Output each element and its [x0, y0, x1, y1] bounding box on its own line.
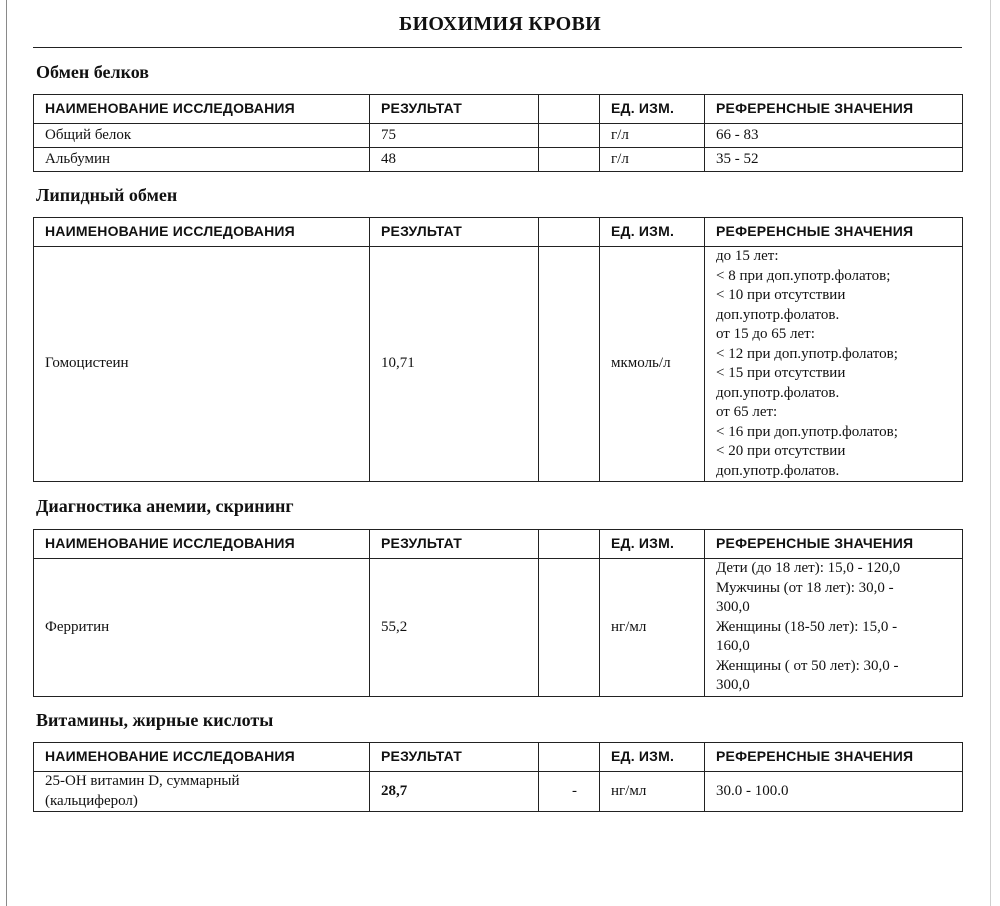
reference-line: доп.употр.фолатов. [716, 462, 840, 479]
table-row [34, 247, 963, 482]
page-edge-left [6, 0, 7, 906]
header-name: НАИМЕНОВАНИЕ ИССЛЕДОВАНИЯ [34, 218, 370, 247]
reference-line: Дети (до 18 лет): 15,0 - 120,0 [716, 560, 901, 576]
reference-line: Женщины ( от 50 лет): 30,0 - [716, 657, 899, 674]
table-protein [33, 94, 963, 172]
table-row [34, 772, 963, 812]
test-name-line: 25-OH витамин D, суммарный [45, 773, 240, 789]
header-unit: ЕД. ИЗМ. [600, 95, 705, 124]
test-unit: г/л [600, 148, 705, 172]
reference-line: от 65 лет: [716, 404, 778, 420]
reference-line: 300,0 [716, 599, 750, 615]
header-reference: РЕФЕРЕНСНЫЕ ЗНАЧЕНИЯ [705, 743, 963, 772]
reference-line: < 12 при доп.употр.фолатов; [716, 345, 898, 362]
header-result: РЕЗУЛЬТАТ [370, 218, 539, 247]
section-title-vitamins: Витамины, жирные кислоты [36, 710, 274, 730]
table-header-row [34, 530, 963, 559]
header-result: РЕЗУЛЬТАТ [370, 743, 539, 772]
test-result: 48 [370, 148, 539, 172]
document-title: БИОХИМИЯ КРОВИ [399, 13, 601, 35]
test-unit: г/л [600, 124, 705, 148]
reference-line: < 16 при доп.употр.фолатов; [716, 423, 898, 440]
test-reference: 66 - 83 [705, 124, 963, 148]
section-title-lipid: Липидный обмен [36, 185, 178, 205]
table-row [34, 124, 963, 148]
table-lipid [33, 217, 963, 482]
reference-line: 160,0 [716, 638, 750, 654]
header-reference: РЕФЕРЕНСНЫЕ ЗНАЧЕНИЯ [705, 95, 963, 124]
reference-line: < 20 при отсутствии [716, 443, 846, 459]
table-header-row [34, 743, 963, 772]
reference-line: < 8 при доп.употр.фолатов; [716, 267, 891, 284]
test-reference: 35 - 52 [705, 148, 963, 172]
test-flag [539, 148, 600, 172]
reference-line: доп.употр.фолатов. [716, 306, 840, 323]
test-flag [539, 559, 600, 697]
header-unit: ЕД. ИЗМ. [600, 530, 705, 559]
section-title-anemia: Диагностика анемии, скрининг [36, 496, 294, 516]
test-unit: нг/мл [600, 559, 705, 697]
test-unit: мкмоль/л [600, 247, 705, 482]
test-name: Общий белок [34, 124, 370, 148]
title-divider [33, 47, 962, 48]
reference-line: доп.употр.фолатов. [716, 384, 840, 401]
page-edge-right [990, 0, 991, 906]
header-reference: РЕФЕРЕНСНЫЕ ЗНАЧЕНИЯ [705, 530, 963, 559]
header-name: НАИМЕНОВАНИЕ ИССЛЕДОВАНИЯ [34, 530, 370, 559]
reference-line: Мужчины (от 18 лет): 30,0 - [716, 579, 894, 596]
table-anemia [33, 529, 963, 697]
test-name: Гомоцистеин [34, 247, 370, 482]
header-unit: ЕД. ИЗМ. [600, 218, 705, 247]
test-result: 28,7 [370, 772, 539, 812]
test-name [34, 772, 370, 812]
reference-line: от 15 до 65 лет: [716, 326, 815, 342]
test-result: 75 [370, 124, 539, 148]
reference-line: Женщины (18-50 лет): 15,0 - [716, 618, 898, 635]
table-row [34, 559, 963, 697]
header-name: НАИМЕНОВАНИЕ ИССЛЕДОВАНИЯ [34, 95, 370, 124]
test-reference [705, 559, 963, 697]
test-name: Ферритин [34, 559, 370, 697]
test-reference [705, 247, 963, 482]
test-flag [539, 247, 600, 482]
header-result: РЕЗУЛЬТАТ [370, 95, 539, 124]
test-result: 10,71 [370, 247, 539, 482]
section-title-protein: Обмен белков [36, 62, 150, 82]
test-name-line: (кальциферол) [45, 792, 138, 809]
header-flag [539, 95, 600, 124]
test-flag: - [539, 772, 600, 812]
header-reference: РЕФЕРЕНСНЫЕ ЗНАЧЕНИЯ [705, 218, 963, 247]
test-unit: нг/мл [600, 772, 705, 812]
test-flag [539, 124, 600, 148]
table-header-row [34, 218, 963, 247]
header-flag [539, 530, 600, 559]
header-unit: ЕД. ИЗМ. [600, 743, 705, 772]
test-name: Альбумин [34, 148, 370, 172]
reference-line: 300,0 [716, 677, 750, 693]
reference-line: до 15 лет: [716, 248, 779, 264]
table-row [34, 148, 963, 172]
table-vitamins [33, 742, 963, 812]
reference-line: < 10 при отсутствии [716, 287, 846, 303]
header-name: НАИМЕНОВАНИЕ ИССЛЕДОВАНИЯ [34, 743, 370, 772]
test-result: 55,2 [370, 559, 539, 697]
header-result: РЕЗУЛЬТАТ [370, 530, 539, 559]
reference-line: < 15 при отсутствии [716, 365, 846, 381]
table-header-row [34, 95, 963, 124]
test-reference: 30.0 - 100.0 [705, 772, 963, 812]
header-flag [539, 743, 600, 772]
header-flag [539, 218, 600, 247]
